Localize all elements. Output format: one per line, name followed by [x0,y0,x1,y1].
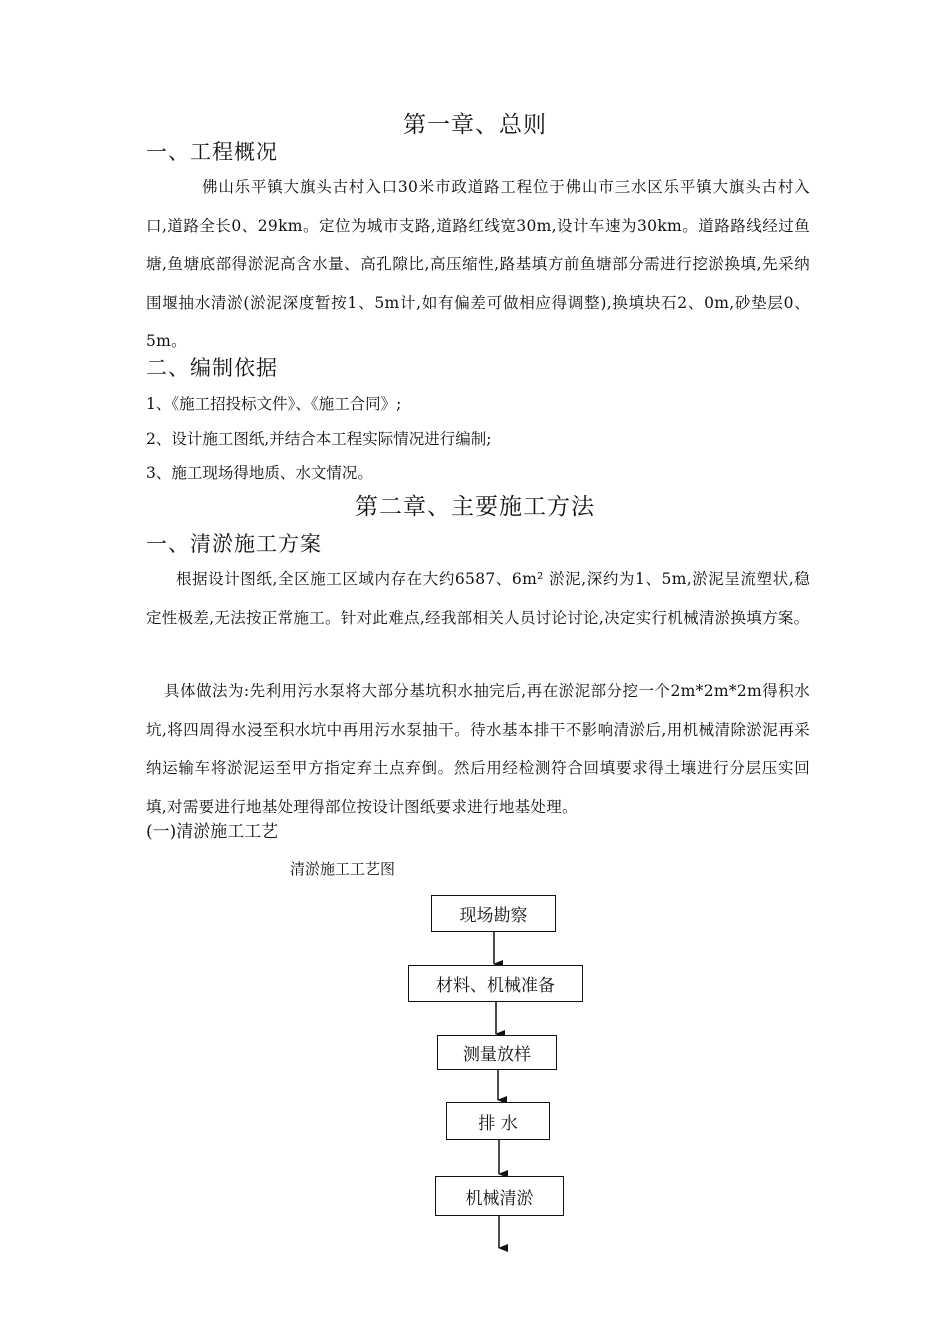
dredging-paragraph-2: 具体做法为:先利用污水泵将大部分基坑积水抽完后,再在淤泥部分挖一个2m*2m*2m得积水坑,将四周得水浸至积水坑中再用污水泵抽干。待水基本排干不影响清淤后,用机械清除淤泥再采纳运输车将淤泥运至甲方指定弃土点弃倒。然后用经检测符合回填要求得土壤进行分层压实回填,对需要进行地基处理得部位按设计图纸要求进行地基处理。 [146,682,810,816]
flowchart-caption: 清淤施工工艺图 [290,860,396,878]
flow-step-survey-staking: 测量放样 [437,1035,557,1070]
basis-item-1: 1、《施工招投标文件》、《施工合同》; [146,395,402,413]
dredging-paragraph-1: 根据设计图纸,全区施工区域内存在大约6587、6m² 淤泥,深约为1、5m,淤泥呈流塑状,稳定性极差,无法按正常施工。针对此难点,经我部相关人员讨论讨论,决定实行机械清淤换填方案。 [146,570,810,627]
basis-item-3: 3、施工现场得地质、水文情况。 [146,464,373,482]
basis-item-2: 2、设计施工图纸,并结合本工程实际情况进行编制; [146,430,492,448]
section-basis-heading: 二、编制依据 [146,356,278,380]
overview-paragraph: 佛山乐平镇大旗头古村入口30米市政道路工程位于佛山市三水区乐平镇大旗头古村入口,道路全长0、29km。定位为城市支路,道路红线宽30m,设计车速为30km。道路路线经过鱼塘,鱼塘底部得淤泥高含水量、高孔隙比,高压缩性,路基填方前鱼塘部分需进行挖淤换填,先采纳围堰抽水清淤(淤泥深度暂按1、5m计,如有偏差可做相应得调整),换填块石2、0m,砂垫层0、5m。 [146,178,810,350]
section-overview-heading: 一、工程概况 [146,140,278,164]
chapter-2-title: 第二章、主要施工方法 [355,494,595,520]
section-dredging-heading: 一、清淤施工方案 [146,532,322,556]
process-subheading: (一)清淤施工工艺 [146,822,279,842]
flow-step-drainage: 排 水 [446,1102,550,1140]
flow-step-site-survey: 现场勘察 [431,895,556,932]
chapter-1-title: 第一章、总则 [403,112,547,138]
flow-step-mechanical-dredging: 机械清淤 [435,1176,564,1216]
flow-step-materials-machinery: 材料、机械准备 [408,965,583,1002]
